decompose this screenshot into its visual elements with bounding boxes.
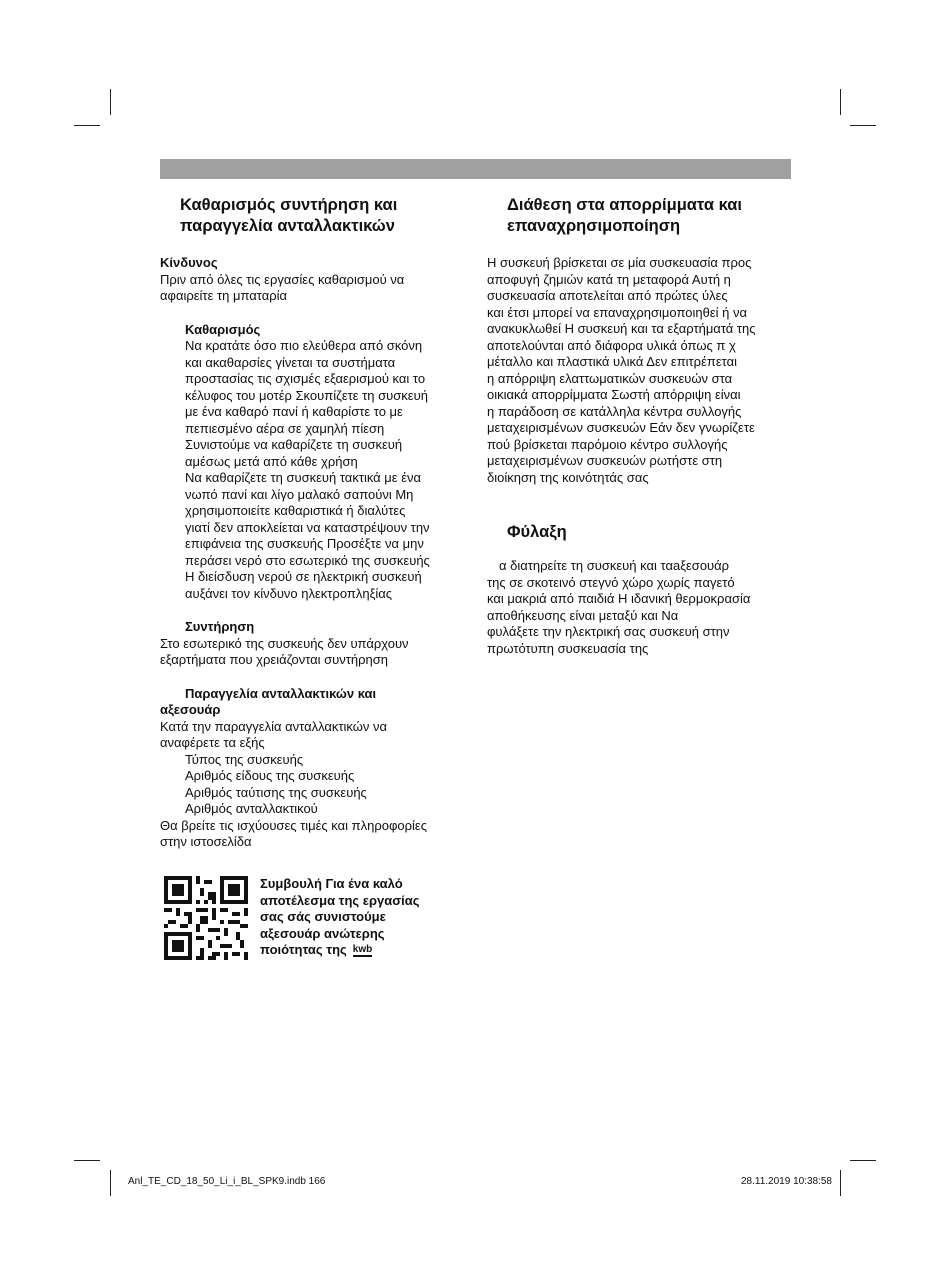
- crop-mark: [840, 1170, 841, 1196]
- maintenance-heading: Συντήρηση: [185, 619, 255, 634]
- list-item: Τύπος της συσκευής: [185, 751, 304, 767]
- list-item: Αριθμός ανταλλακτικού: [185, 801, 318, 816]
- footer-file-info: Anl_TE_CD_18_50_Li_i_BL_SPK9.indb 166: [128, 1176, 326, 1187]
- crop-mark: [74, 125, 100, 126]
- left-column: Καθαρισμός συντήρηση και παραγγελία ανταλλακτικών Κίνδυνος Πριν από όλες τις εργασίες καθαρισμού να αφαιρείτε τη μπαταρία Καθαρισμός Να κρατάτε όσο πιο ελεύθερα από σκόνη και ακαθαρσίες γίνεται τα συστήματα προστασίας τις σχισμές εξαερισμού και το κέλυφος του μοτέρ Σκουπίζετε τη συσκευή με ένα καθαρό πανί ή καθαρίστε το με πεπιεσμένο αέρα σε χαμηλή πίεση Συνιστούμε να καθαρίζετε τη συσκευή αμέσως μετά από κάθε χρήση Να καθαρίζετε τη συσκευή τακτικά με ένα νωπό πανί και λίγο μαλακό σαπούνι Μη χρησιμοποιείτε καθαριστικά ή διαλύτες γιατί δεν αποκλείεται να καταστρέψουν την επιφάνεια της συσκευής Προσέξτε να μην περάσει νερό στο εσωτερικό της συσκευής Η διείσδυση νερού σε ηλεκτρική συσκευή αυξάνει τον κίνδυνο ηλεκτροπληξίας Συντήρηση Στο εσωτερικό της συσκευής δεν υπάρχουν εξαρτήματα που χρειάζονται συντήρηση Παραγγελία ανταλλακτικών και αξεσουάρ Κατά την παραγγελία ανταλλακτικών να αναφέρετε τα εξής Τύπος της συσκευής Αριθμός είδους της συσκευής Αριθμός ταύτισης της συσκευής Αριθμός ανταλλακτικού Θα βρείτε τις ισχύουσες τιμές και πληροφορίες στην ιστοσελίδα: [160, 195, 460, 851]
- crop-mark: [840, 89, 841, 115]
- storage-text: α διατηρείτε τη συσκευή και ταaξεσουάρ της σε σκοτεινό στεγνό χώρο χωρίς παγετό και μακριά από παιδιά Η ιδανική θερμοκρασία αποθήκευσης είναι μεταξύ και Να φυλάξετε την ηλεκτρική σας συσκευή στην πρωτότυπη συσκευασία της: [487, 558, 751, 656]
- tip-text: Συμβουλή Για ένα καλό αποτέλεσμα της εργασίας σας σάς συνιστούμε αξεσουάρ ανώτερης ποιότητας της kwb: [260, 876, 420, 957]
- section-title-disposal: Διάθεση στα απορρίμματα και επαναχρησιμοποίηση: [507, 196, 742, 235]
- header-bar: [160, 159, 791, 179]
- order-heading: Παραγγελία ανταλλακτικών και αξεσουάρ: [160, 685, 377, 717]
- right-column: [487, 195, 791, 657]
- cleaning-heading: Καθαρισμός: [185, 321, 261, 337]
- section-title-cleaning: Καθαρισμός συντήρηση και παραγγελία ανταλλακτικών: [180, 196, 398, 235]
- danger-text: Πριν από όλες τις εργασίες καθαρισμού να αφαιρείτε τη μπαταρία: [160, 271, 405, 303]
- crop-mark: [850, 125, 876, 126]
- crop-mark: [850, 1160, 876, 1161]
- qr-code-icon: [164, 876, 248, 960]
- footer-date-time: 28.11.2019 10:38:58: [740, 1176, 832, 1187]
- list-item: Αριθμός ταύτισης της συσκευής: [185, 784, 367, 800]
- section-title-storage: Φύλαξη: [507, 523, 567, 541]
- crop-mark: [110, 89, 111, 115]
- list-item: Αριθμός είδους της συσκευής: [185, 768, 355, 783]
- tip-block: [164, 876, 454, 966]
- danger-heading: Κίνδυνος: [160, 255, 218, 270]
- cleaning-block: Καθαρισμός Να κρατάτε όσο πιο ελεύθερα από σκόνη και ακαθαρσίες γίνεται τα συστήματα προστασίας τις σχισμές εξαερισμού και το κέλυφος του μοτέρ Σκουπίζετε τη συσκευή με ένα καθαρό πανί ή καθαρίστε το με πεπιεσμένο αέρα σε χαμηλή πίεση Συνιστούμε να καθαρίζετε τη συσκευή αμέσως μετά από κάθε χρήση Να καθαρίζετε τη συσκευή τακτικά με ένα νωπό πανί και λίγο μαλακό σαπούνι Μη χρησιμοποιείτε καθαριστικά ή διαλύτες γιατί δεν αποκλείεται να καταστρέψουν την επιφάνεια της συσκευής Προσέξτε να μην περάσει νερό στο εσωτερικό της συσκευής Η διείσδυση νερού σε ηλεκτρική συσκευή αυξάνει τον κίνδυνο ηλεκτροπληξίας: [185, 322, 460, 603]
- crop-mark: [74, 1160, 100, 1161]
- disposal-text: Η συσκευή βρίσκεται σε μία συσκευασία προς αποφυγή ζημιών κατά τη μεταφορά Αυτή η συσκευασία αποτελείται από πρώτες ύλες και έτσι μπορεί να επαναχρησιμοποιηθεί ή να ανακυκλωθεί Η συσκευή και τα εξαρτήματά της αποτελούνται από διάφορα υλικά όπως π χ μέταλλο και πλαστικά υλικά Δεν επιτρέπεται η απόρριψη ελαττωματικών συσκευών στα οικιακά απορρίμματα Σωστή απόρριψη είναι η παράδοση σε κατάλληλα κέντρα συλλογής μεταχειρισμένων συσκευών Εάν δεν γνωρίζετε πού βρίσκεται παρόμοιο κέντρο συλλογής μεταχειρισμένων συσκευών ρωτήστε στη διοίκηση της κοινότητάς σας: [487, 255, 756, 485]
- crop-mark: [110, 1170, 111, 1196]
- kwb-logo: kwb: [352, 944, 373, 955]
- order-item-list: [185, 752, 460, 818]
